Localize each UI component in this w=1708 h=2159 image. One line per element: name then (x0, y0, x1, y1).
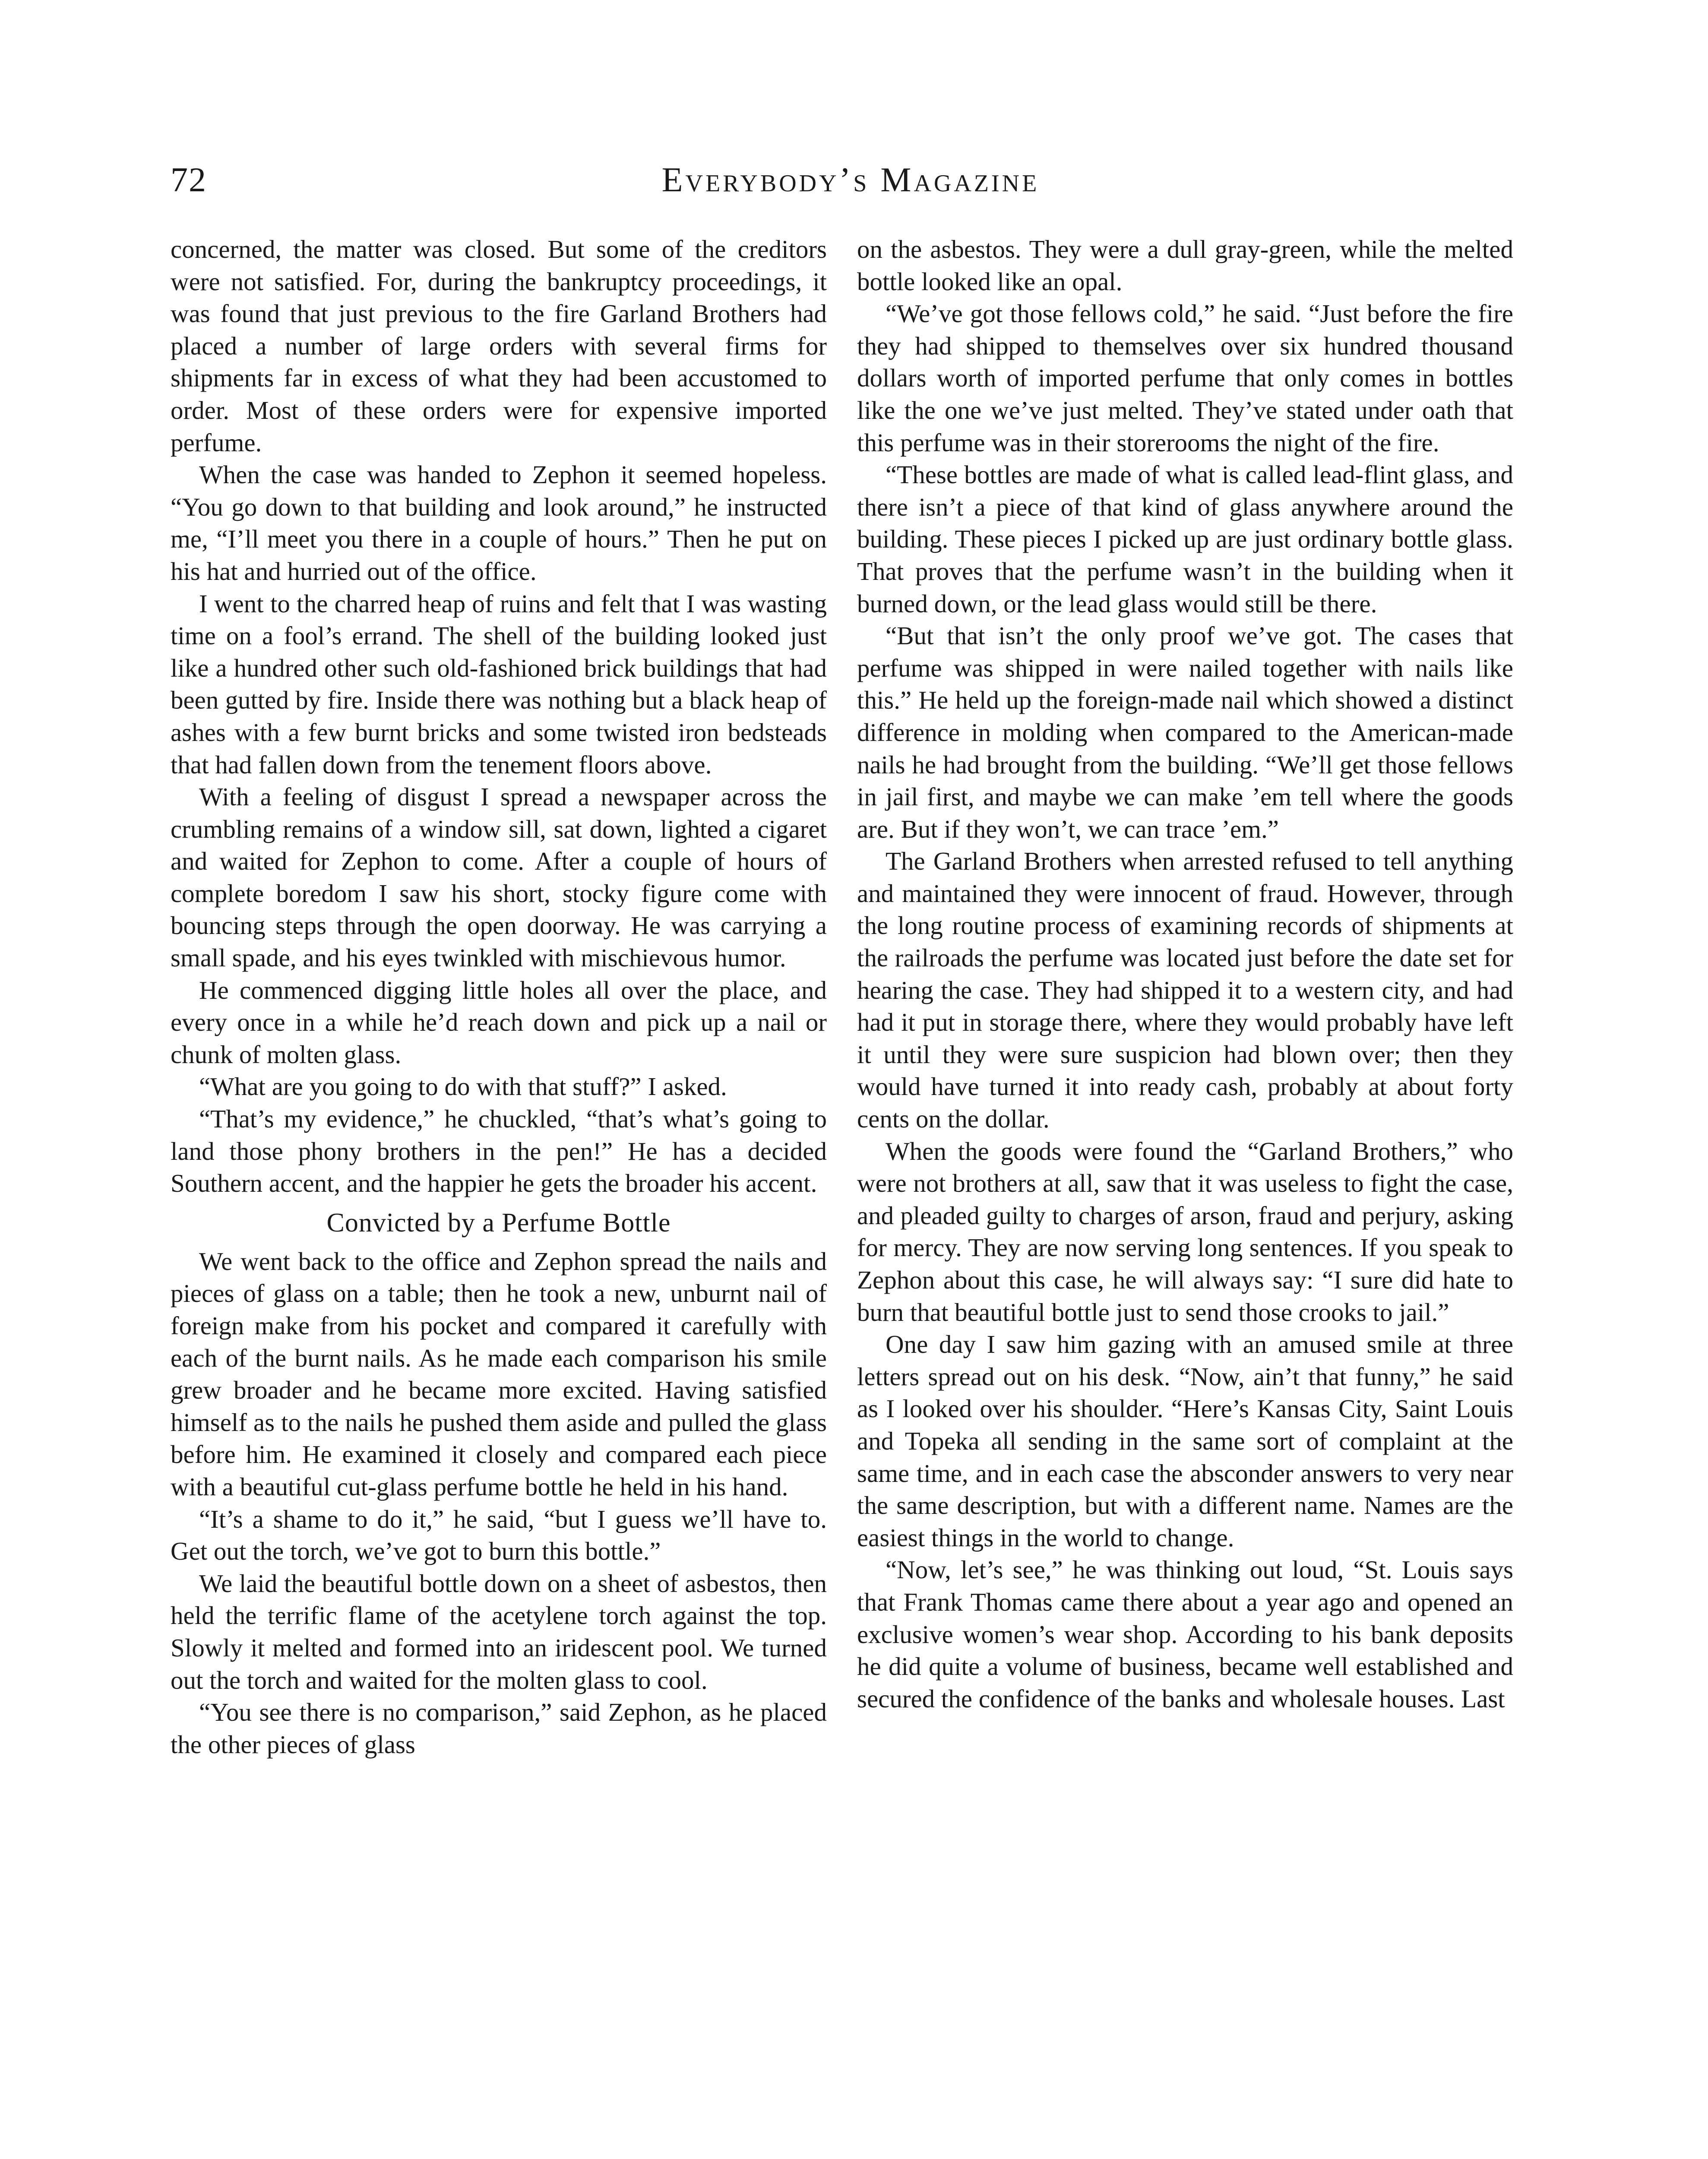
paragraph: “It’s a shame to do it,” he said, “but I guess we’ll have to. Get out the torch, we’ve got to burn this bottle.” (171, 1504, 827, 1566)
paragraph: “You see there is no comparison,” said Zephon, as he placed the other pieces of glass (171, 1698, 827, 1759)
paragraph: We went back to the office and Zephon spread the nails and pieces of glass on a table; then he took a new, unburnt nail of foreign make from his pocket and compared it carefully with each of the burnt nails. As he made each comparison his smile grew broader and he became more excited. Having satisfied himself as to the nails he pushed them aside and pulled the glass before him. He examined it closely and compared each piece with a beautiful cut-glass perfume bottle he held in his hand. (171, 1247, 827, 1501)
right-column (857, 233, 1513, 1715)
running-title: Everybody’s Magazine (661, 161, 1040, 199)
left-column (171, 233, 827, 1760)
paragraph: The Garland Brothers when arrested refused to tell anything and maintained they were innocent of fraud. However, through the long routine process of examining records of shipments at the railroads the perfume was located just before the date set for hearing the case. They had shipped it to a western city, and had had it put in storage there, where they would probably have left it until they were sure suspicion had blown over; then they would have turned it into ready cash, probably at about forty cents on the dollar. (857, 847, 1513, 1133)
paragraph: “We’ve got those fellows cold,” he said. “Just before the fire they had shipped to themselves over six hundred thousand dollars worth of imported perfume that only comes in bottles like the one we’ve just melted. They’ve stated under oath that this perfume was in their storerooms the night of the fire. (857, 299, 1513, 457)
page-header (171, 161, 1531, 212)
paragraph: One day I saw him gazing with an amused smile at three letters spread out on his desk. “Now, ain’t that funny,” he said as I looked over his shoulder. “Here’s Kansas City, Saint Louis and Topeka all sending in the same sort of complaint at the same time, and in each case the absconder answers to very near the same description, but with a different name. Names are the easiest things in the world to change. (857, 1330, 1513, 1552)
paragraph: When the goods were found the “Garland Brothers,” who were not brothers at all, saw that it was useless to fight the case, and pleaded guilty to charges of arson, fraud and perjury, asking for mercy. They are now serving long sentences. If you speak to Zephon about this case, he will always say: “I sure did hate to burn that beautiful bottle just to send those crooks to jail.” (857, 1136, 1513, 1326)
paragraph: When the case was handed to Zephon it seemed hopeless. “You go down to that building and look around,” he instructed me, “I’ll meet you there in a couple of hours.” Then he put on his hat and hurried out of the office. (171, 460, 827, 586)
paragraph: “These bottles are made of what is called lead-flint glass, and there isn’t a piece of that kind of glass anywhere around the building. These pieces I picked up are just ordinary bottle glass. That proves that the perfume wasn’t in the building when it burned down, or the lead glass would still be there. (857, 460, 1513, 618)
paragraph: I went to the charred heap of ruins and felt that I was wasting time on a fool’s errand. The shell of the building looked just like a hundred other such old-fashioned brick buildings that had been gutted by fire. Inside there was nothing but a black heap of ashes with a few burnt bricks and some twisted iron bedsteads that had fallen down from the tenement floors above. (171, 589, 827, 779)
paragraph: “What are you going to do with that stuff?” I asked. (199, 1072, 727, 1101)
paragraph: concerned, the matter was closed. But some of the creditors were not satisfied. For, during the bankruptcy proceedings, it was found that just previous to the fire Garland Brothers had placed a number of large orders with several firms for shipments far in excess of what they had been accustomed to order. Most of these orders were for expensive imported perfume. (171, 235, 827, 457)
section-subhead: Convicted by a Perfume Bottle (326, 1208, 671, 1238)
paragraph: “But that isn’t the only proof we’ve got. The cases that perfume was shipped in were nailed together with nails like this.” He held up the foreign-made nail which showed a distinct difference in molding when compared to the American-made nails he had brought from the building. “We’ll get those fellows in jail first, and maybe we can make ’em tell where the goods are. But if they won’t, we can trace ’em.” (857, 621, 1513, 843)
paragraph: “Now, let’s see,” he was thinking out loud, “St. Louis says that Frank Thomas came there about a year ago and opened an exclusive women’s wear shop. According to his bank deposits he did quite a volume of business, became well established and secured the confidence of the banks and wholesale houses. Last (857, 1555, 1513, 1713)
paragraph: on the asbestos. They were a dull gray-green, while the melted bottle looked like an opal. (857, 235, 1513, 296)
paragraph: With a feeling of disgust I spread a newspaper across the crumbling remains of a window sill, sat down, lighted a cigaret and waited for Zephon to come. After a couple of hours of complete boredom I saw his short, stocky figure come with bouncing steps through the open doorway. He was carrying a small spade, and his eyes twinkled with mischievous humor. (171, 782, 827, 972)
paragraph: He commenced digging little holes all over the place, and every once in a while he’d reach down and pick up a nail or chunk of molten glass. (171, 975, 827, 1069)
paragraph: We laid the beautiful bottle down on a sheet of asbestos, then held the terrific flame of the acetylene torch against the top. Slowly it melted and formed into an iridescent pool. We turned out the torch and waited for the molten glass to cool. (171, 1569, 827, 1694)
page-number: 72 (171, 161, 207, 199)
paragraph: “That’s my evidence,” he chuckled, “that’s what’s going to land those phony brothers in the pen!” He has a decided Southern accent, and the happier he gets the broader his accent. (171, 1105, 827, 1198)
